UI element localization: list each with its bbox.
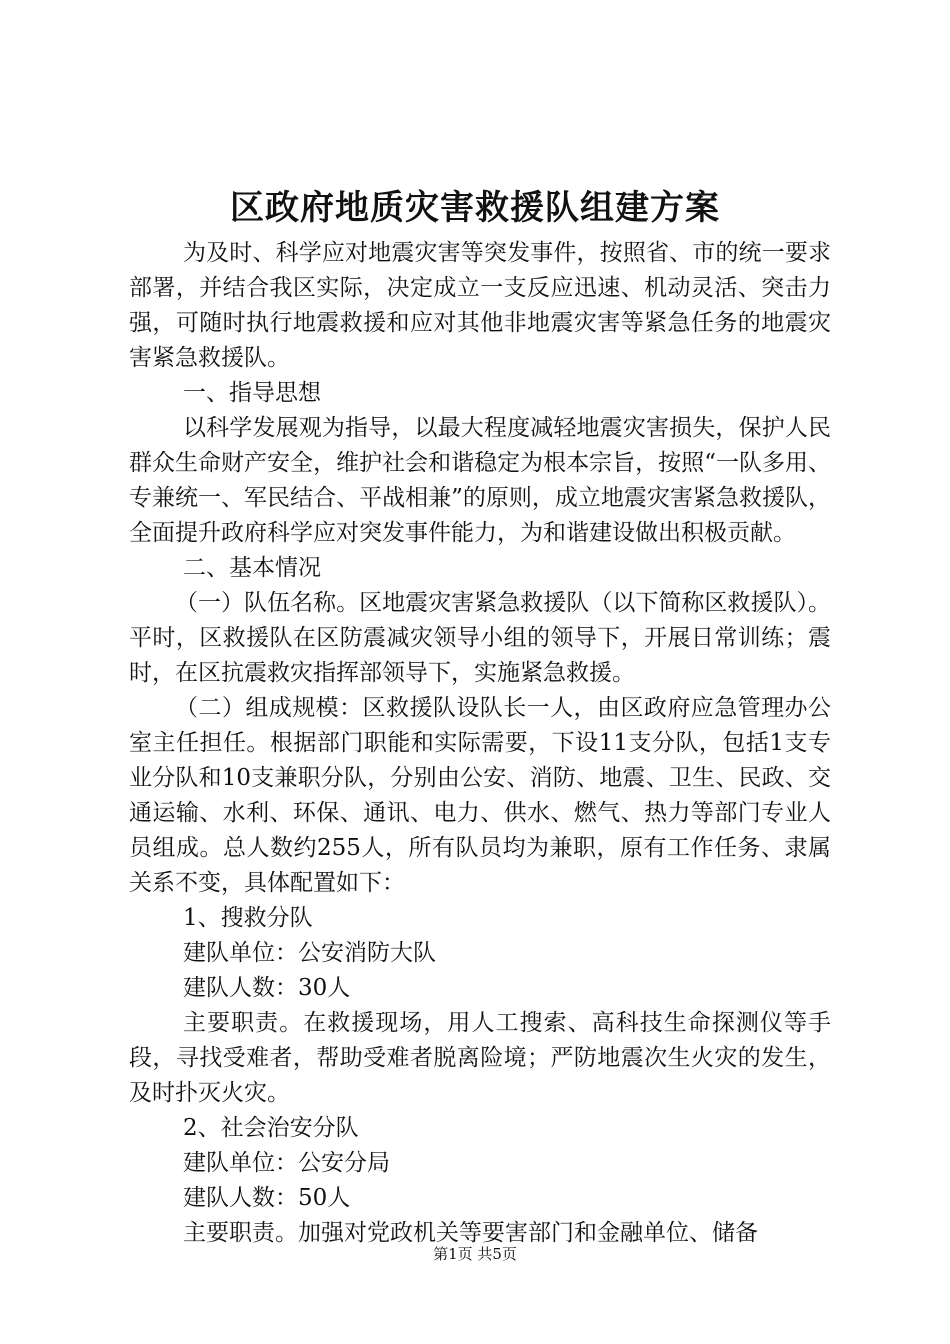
paragraph-duties: 主要职责。加强对党政机关等要害部门和金融单位、储备 xyxy=(183,1220,758,1246)
paragraph-unit: 建队单位：公安消防大队 xyxy=(183,940,436,966)
page-number: 第1页 共5页 xyxy=(433,1245,517,1263)
document-title: 区政府地质灾害救援队组建方案 xyxy=(230,188,720,228)
paragraph-guiding-ideology: 以科学发展观为指导，以最大程度减轻地震灾害损失，保护人民群众生命财产安全，维护社会和谐稳定为根本宗旨，按照“一队多用、专兼统一、军民结合、平战相兼”的原则，成立地震灾害紧急救援队，全面提升政府科学应对突发事件能力，为和谐建设做出积极贡献。 xyxy=(129,415,831,546)
paragraph-headcount: 建队人数：50人 xyxy=(183,1185,351,1211)
subsection-heading-public-security: 2、社会治安分队 xyxy=(183,1115,359,1141)
paragraph-intro: 为及时、科学应对地震灾害等突发事件，按照省、市的统一要求部署，并结合我区实际，决定成立一支反应迅速、机动灵活、突击力强，可随时执行地震救援和应对其他非地震灾害等紧急任务的地震灾害紧急救援队。 xyxy=(129,240,831,371)
paragraph-headcount: 建队人数：30人 xyxy=(183,975,351,1001)
paragraph-composition: （二）组成规模：区救援队设队长一人，由区政府应急管理办公室主任担任。根据部门职能和实际需要，下设11支分队，包括1支专业分队和10支兼职分队，分别由公安、消防、地震、卫生、民政、交通运输、水利、环保、通讯、电力、供水、燃气、热力等部门专业人员组成。总人数约255人，所有队员均为兼职，原有工作任务、隶属关系不变，具体配置如下： xyxy=(129,695,831,896)
paragraph-unit: 建队单位：公安分局 xyxy=(183,1150,390,1176)
subsection-heading-search-rescue: 1、搜救分队 xyxy=(183,905,313,931)
section-heading-basic-situation: 二、基本情况 xyxy=(183,555,321,581)
section-heading-guiding-ideology: 一、指导思想 xyxy=(183,380,321,406)
paragraph-team-name: （一）队伍名称。区地震灾害紧急救援队（以下简称区救援队）。平时，区救援队在区防震减灾领导小组的领导下，开展日常训练；震时，在区抗震救灾指挥部领导下，实施紧急救援。 xyxy=(129,590,831,686)
paragraph-duties: 主要职责。在救援现场，用人工搜索、高科技生命探测仪等手段，寻找受难者，帮助受难者脱离险境；严防地震次生火灾的发生，及时扑灭火灾。 xyxy=(129,1010,831,1106)
document-body xyxy=(129,236,831,1251)
